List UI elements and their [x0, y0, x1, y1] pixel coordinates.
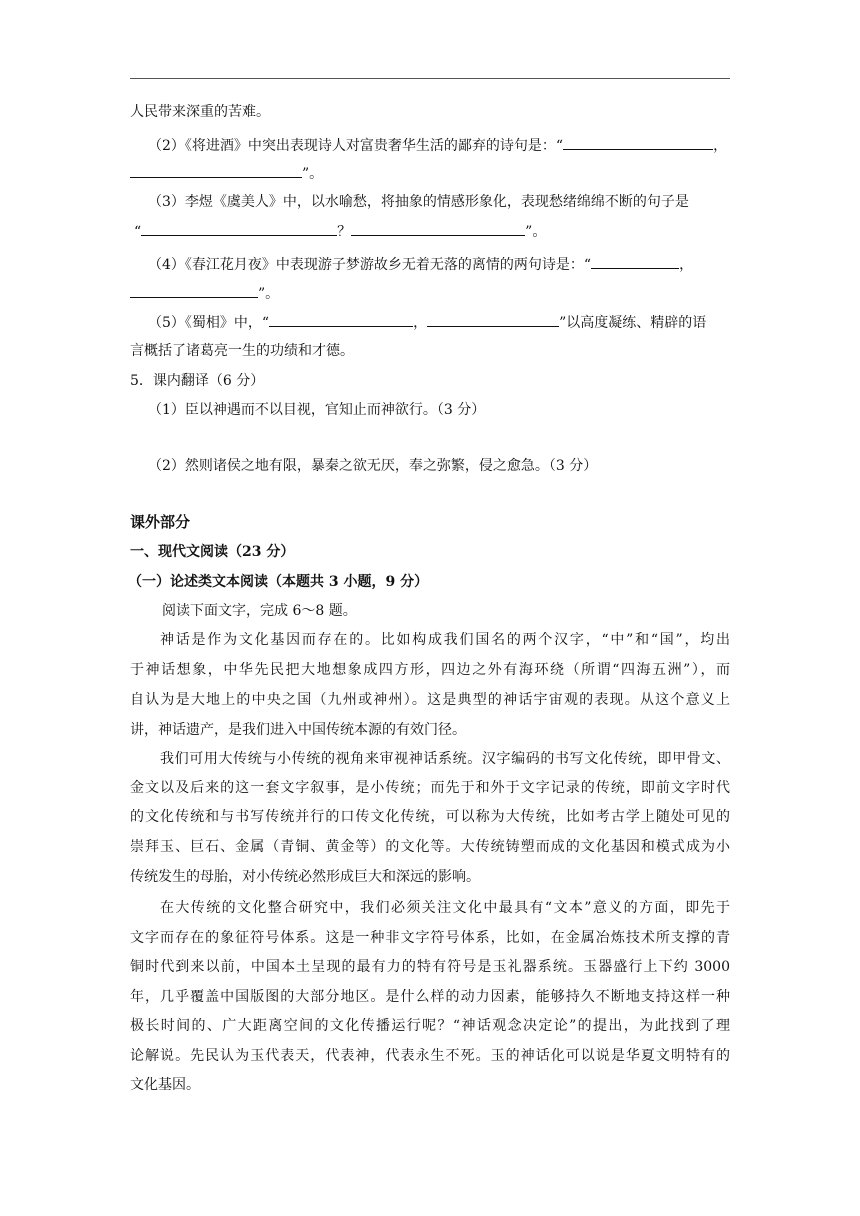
- question-2-line-2: [130, 163, 323, 184]
- instruction: 阅读下面文字，完成 6～8 题。: [162, 603, 357, 619]
- article-line: 论解说。先民认为玉代表天，代表神，代表永生不死。玉的神话化可以说是华夏文明特有的: [130, 1048, 730, 1064]
- question-2-line-1: [148, 135, 727, 156]
- question-4-line-1: [148, 254, 693, 275]
- answer-blank[interactable]: [427, 312, 559, 327]
- answer-blank[interactable]: [351, 221, 525, 236]
- article-line: 铜时代到来以前，中国本土呈现的最有力的特有符号是玉礼器系统。玉器盛行上下约 3000: [130, 959, 730, 975]
- article-line: 于神话想象，中华先民把大地想象成四方形，四边之外有海环绕（所谓“四海五洲”），而: [130, 662, 730, 678]
- question-5-comma: ，: [413, 315, 428, 331]
- answer-blank[interactable]: [141, 221, 337, 236]
- answer-blank[interactable]: [130, 163, 302, 178]
- question-5-line-1: [148, 312, 706, 333]
- section-title: 课外部分: [130, 513, 191, 531]
- question-4-end: ”。: [258, 286, 280, 302]
- article-line: 年，几乎覆盖中国版图的大部分地区。是什么样的动力因素，能够持久不断地支持这样一种: [130, 989, 730, 1005]
- question-4-comma: ，: [679, 257, 694, 273]
- question-3-end: ”。: [525, 224, 547, 240]
- question-3-question-mark: ？: [337, 224, 352, 240]
- answer-blank[interactable]: [269, 312, 413, 327]
- article-line: 崇拜玉、巨石、金属（青铜、黄金等）的文化等。大传统铸塑而成的文化基因和模式成为小: [130, 839, 730, 855]
- article-line: 的文化传统和与书写传统并行的口传文化传统，可以称为大传统，比如考古学上随处可见的: [130, 809, 730, 825]
- article-line: 极长时间的、广大距离空间的文化传播运行呢？“神话观念决定论”的提出，为此找到了理: [130, 1018, 730, 1034]
- question-4-line-2: [130, 283, 279, 304]
- article-line: 神话是作为文化基因而存在的。比如构成我们国名的两个汉字，“中”和“国”，均出: [160, 632, 730, 648]
- answer-blank[interactable]: [130, 283, 258, 298]
- question-2-end: ”。: [302, 166, 324, 182]
- article-line: 在大传统的文化整合研究中，我们必须关注文化中最具有“文本”意义的方面，即先于: [160, 900, 730, 916]
- article-line: 文化基因。: [130, 1077, 200, 1093]
- header-rule: [130, 78, 730, 79]
- article-line: 我们可用大传统与小传统的视角来审视神话系统。汉字编码的书写文化传统，即甲骨文、: [160, 751, 730, 767]
- article-line: 讲，神话遗产，是我们进入中国传统本源的有效门径。: [130, 722, 466, 738]
- translation-heading: 5．课内翻译（6 分）: [130, 373, 265, 389]
- question-5-line-2: 言概括了诸葛亮一生的功绩和才德。: [130, 343, 354, 359]
- article-line: 自认为是大地上的中央之国（九州或神州）。这是典型的神话宇宙观的表现。从这个意义上: [130, 692, 730, 708]
- translation-item-2: （2）然则诸侯之地有限，暴秦之欲无厌，奉之弥繁，侵之愈急。（3 分）: [148, 458, 598, 474]
- question-5-text-after: ”以高度凝练、精辟的语: [559, 315, 707, 331]
- answer-blank[interactable]: [563, 135, 713, 150]
- question-3-line-1: （3）李煜《虞美人》中，以水喻愁，将抽象的情感形象化，表现愁绪绵绵不断的句子是: [148, 194, 689, 210]
- question-5-text: （5）《蜀相》中，“: [148, 315, 270, 331]
- question-4-text: （4）《春江花月夜》中表现游子梦游故乡无着无落的离情的两句诗是：“: [148, 257, 592, 273]
- article-line: 金文以及后来的这一套文字叙事，是小传统；而先于和外于文字记录的传统，即前文字时代: [130, 780, 730, 796]
- question-2-comma: ，: [713, 138, 728, 154]
- article-line: 文字而存在的象征符号体系。这是一种非文字符号体系，比如，在金属冶炼技术所支撑的青: [130, 930, 730, 946]
- modern-reading-heading: 一、现代文阅读（23 分）: [130, 544, 295, 560]
- question-3-open-quote: “: [134, 224, 142, 240]
- article-line: 传统发生的母胎，对小传统必然形成巨大和深远的影响。: [130, 869, 480, 885]
- translation-item-1: （1）臣以神遇而不以目视，官知止而神欲行。（3 分）: [148, 402, 486, 418]
- sub-heading: （一）论述类文本阅读（本题共 3 小题，9 分）: [128, 574, 429, 590]
- question-2-text: （2）《将进酒》中突出表现诗人对富贵奢华生活的鄙弃的诗句是：“: [148, 138, 564, 154]
- answer-blank[interactable]: [591, 254, 679, 269]
- question-3-line-2: [134, 221, 546, 242]
- continued-text: 人民带来深重的苦难。: [130, 104, 270, 120]
